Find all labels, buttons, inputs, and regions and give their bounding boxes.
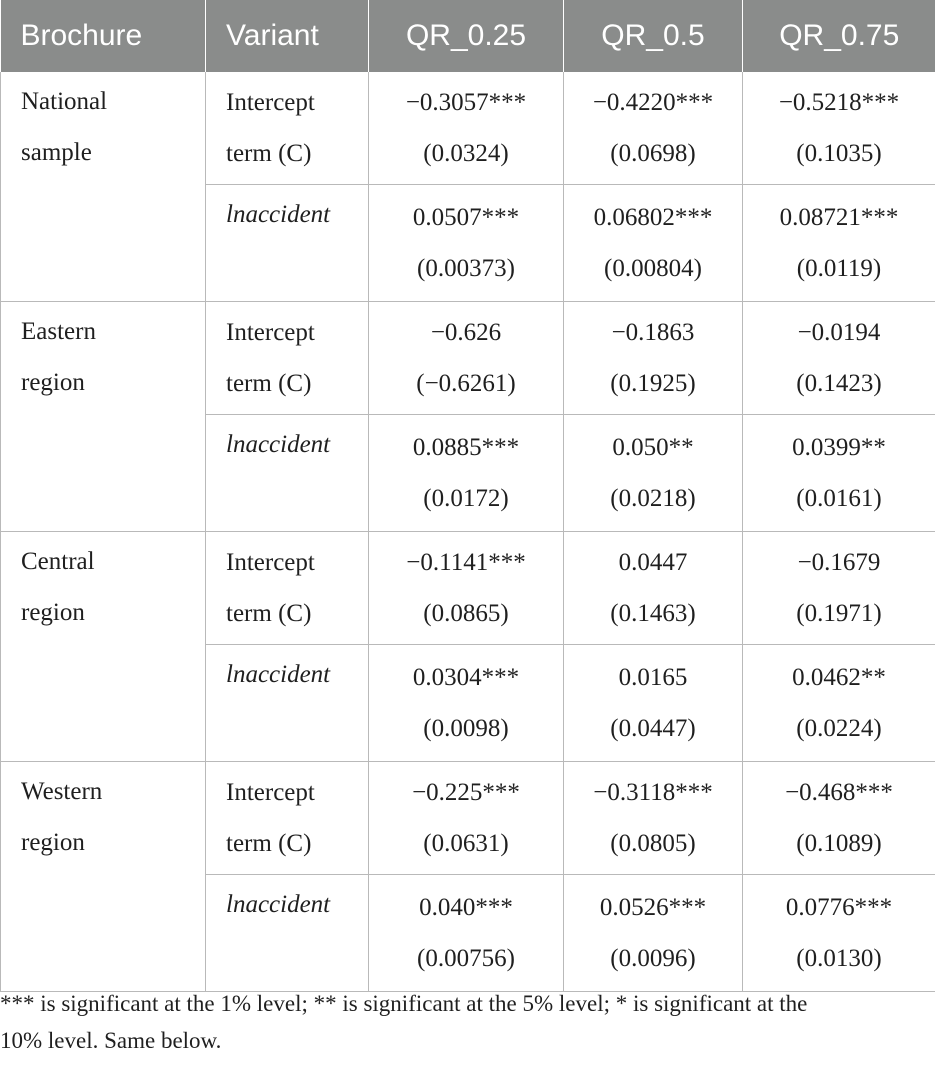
coefficient-value: −0.3118*** — [593, 779, 713, 806]
coefficient-cell — [369, 645, 564, 762]
coefficient-value: 0.08721*** — [779, 204, 899, 231]
variant-label-line: term (C) — [226, 830, 312, 857]
variant-cell — [206, 72, 369, 185]
standard-error: (0.0172) — [423, 485, 509, 512]
coefficient-cell — [564, 762, 743, 875]
standard-error: (0.0119) — [796, 255, 882, 282]
variant-label-line: lnaccident — [226, 891, 331, 918]
standard-error: (0.00804) — [604, 255, 702, 282]
coefficient-value: −0.1141*** — [406, 549, 526, 576]
table-row — [1, 302, 935, 415]
region-label-line: sample — [21, 139, 92, 166]
standard-error: (0.0161) — [796, 485, 882, 512]
coefficient-cell — [564, 875, 743, 992]
coefficient-value: −0.3057*** — [405, 89, 527, 116]
coefficient-value: −0.4220*** — [592, 89, 714, 116]
variant-label-line: Intercept — [226, 89, 315, 116]
variant-cell — [206, 415, 369, 532]
standard-error: (0.0224) — [796, 715, 882, 742]
variant-cell — [206, 302, 369, 415]
coefficient-cell — [743, 302, 935, 415]
coefficient-cell — [369, 875, 564, 992]
region-label-line: Western — [21, 778, 103, 805]
note-line: 10% level. Same below. — [0, 1028, 222, 1053]
region-cell — [1, 762, 206, 992]
variant-label-line: Intercept — [226, 319, 315, 346]
header-qr-025: QR_0.25 — [369, 0, 564, 72]
standard-error: (−0.6261) — [416, 370, 516, 397]
region-label-line: region — [21, 369, 85, 396]
coefficient-cell — [564, 415, 743, 532]
coefficient-cell — [369, 302, 564, 415]
coefficient-value: 0.0526*** — [599, 894, 707, 921]
header-qr-05: QR_0.5 — [564, 0, 743, 72]
coefficient-value: 0.0885*** — [412, 434, 520, 461]
coefficient-cell — [564, 72, 743, 185]
coefficient-value: −0.626 — [430, 319, 502, 346]
region-label-line: region — [21, 829, 85, 856]
coefficient-cell — [369, 415, 564, 532]
standard-error: (0.0218) — [610, 485, 696, 512]
coefficient-cell — [369, 185, 564, 302]
coefficient-value: 0.0399** — [792, 434, 886, 461]
standard-error: (0.0805) — [610, 830, 696, 857]
coefficient-cell — [743, 645, 935, 762]
coefficient-value: −0.1863 — [611, 319, 695, 346]
standard-error: (0.0096) — [610, 945, 696, 972]
coefficient-value: 0.06802*** — [593, 204, 713, 231]
variant-cell — [206, 532, 369, 645]
coefficient-value: −0.5218*** — [778, 89, 900, 116]
coefficient-value: 0.0462** — [792, 664, 886, 691]
standard-error: (0.1035) — [796, 140, 882, 167]
standard-error: (0.0324) — [423, 140, 509, 167]
coefficient-value: 0.0447 — [618, 549, 688, 576]
table-row — [1, 762, 935, 875]
standard-error: (0.1423) — [796, 370, 882, 397]
region-cell — [1, 72, 206, 302]
standard-error: (0.00373) — [417, 255, 515, 282]
standard-error: (0.0698) — [610, 140, 696, 167]
coefficient-cell — [743, 185, 935, 302]
note-line: *** is significant at the 1% level; ** is significant at the 5% level; * is significant at the — [0, 991, 808, 1016]
coefficient-cell — [564, 185, 743, 302]
standard-error: (0.1463) — [610, 600, 696, 627]
region-label-line: Eastern — [21, 318, 96, 345]
coefficient-value: −0.468*** — [785, 779, 893, 806]
coefficient-cell — [369, 762, 564, 875]
coefficient-value: −0.0194 — [797, 319, 881, 346]
variant-cell — [206, 185, 369, 302]
coefficient-cell — [743, 762, 935, 875]
table-row — [1, 72, 935, 185]
coefficient-value: 0.040*** — [419, 894, 513, 921]
standard-error: (0.1925) — [610, 370, 696, 397]
coefficient-value: 0.050** — [612, 434, 694, 461]
coefficient-cell — [369, 532, 564, 645]
region-cell — [1, 532, 206, 762]
standard-error: (0.0447) — [610, 715, 696, 742]
coefficient-value: −0.1679 — [797, 549, 881, 576]
variant-label-line: lnaccident — [226, 431, 331, 458]
significance-note — [0, 985, 930, 1059]
region-cell — [1, 302, 206, 532]
variant-cell — [206, 875, 369, 992]
coefficient-value: 0.0165 — [618, 664, 688, 691]
header-variant: Variant — [206, 0, 369, 72]
coefficient-value: 0.0776*** — [785, 894, 893, 921]
standard-error: (0.0098) — [423, 715, 509, 742]
coefficient-value: 0.0304*** — [412, 664, 520, 691]
coefficient-value: 0.0507*** — [412, 204, 520, 231]
coefficient-cell — [743, 415, 935, 532]
region-label-line: region — [21, 599, 85, 626]
variant-label-line: term (C) — [226, 370, 312, 397]
standard-error: (0.00756) — [417, 945, 515, 972]
variant-label-line: lnaccident — [226, 661, 331, 688]
coefficient-cell — [743, 875, 935, 992]
header-qr-075: QR_0.75 — [743, 0, 935, 72]
header-row — [1, 0, 935, 72]
standard-error: (0.1971) — [796, 600, 882, 627]
variant-label-line: Intercept — [226, 779, 315, 806]
variant-label-line: lnaccident — [226, 201, 331, 228]
variant-cell — [206, 762, 369, 875]
coefficient-cell — [564, 532, 743, 645]
standard-error: (0.0130) — [796, 945, 882, 972]
coefficient-value: −0.225*** — [412, 779, 520, 806]
coefficient-cell — [369, 72, 564, 185]
table-body — [1, 72, 935, 992]
coefficient-cell — [564, 645, 743, 762]
region-label-line: National — [21, 88, 108, 115]
standard-error: (0.1089) — [796, 830, 882, 857]
region-label-line: Central — [21, 548, 95, 575]
coefficient-cell — [564, 302, 743, 415]
variant-cell — [206, 645, 369, 762]
table-row — [1, 532, 935, 645]
coefficient-cell — [743, 532, 935, 645]
header-brochure: Brochure — [1, 0, 206, 72]
standard-error: (0.0631) — [423, 830, 509, 857]
variant-label-line: Intercept — [226, 549, 315, 576]
coefficient-cell — [743, 72, 935, 185]
standard-error: (0.0865) — [423, 600, 509, 627]
variant-label-line: term (C) — [226, 600, 312, 627]
variant-label-line: term (C) — [226, 140, 312, 167]
